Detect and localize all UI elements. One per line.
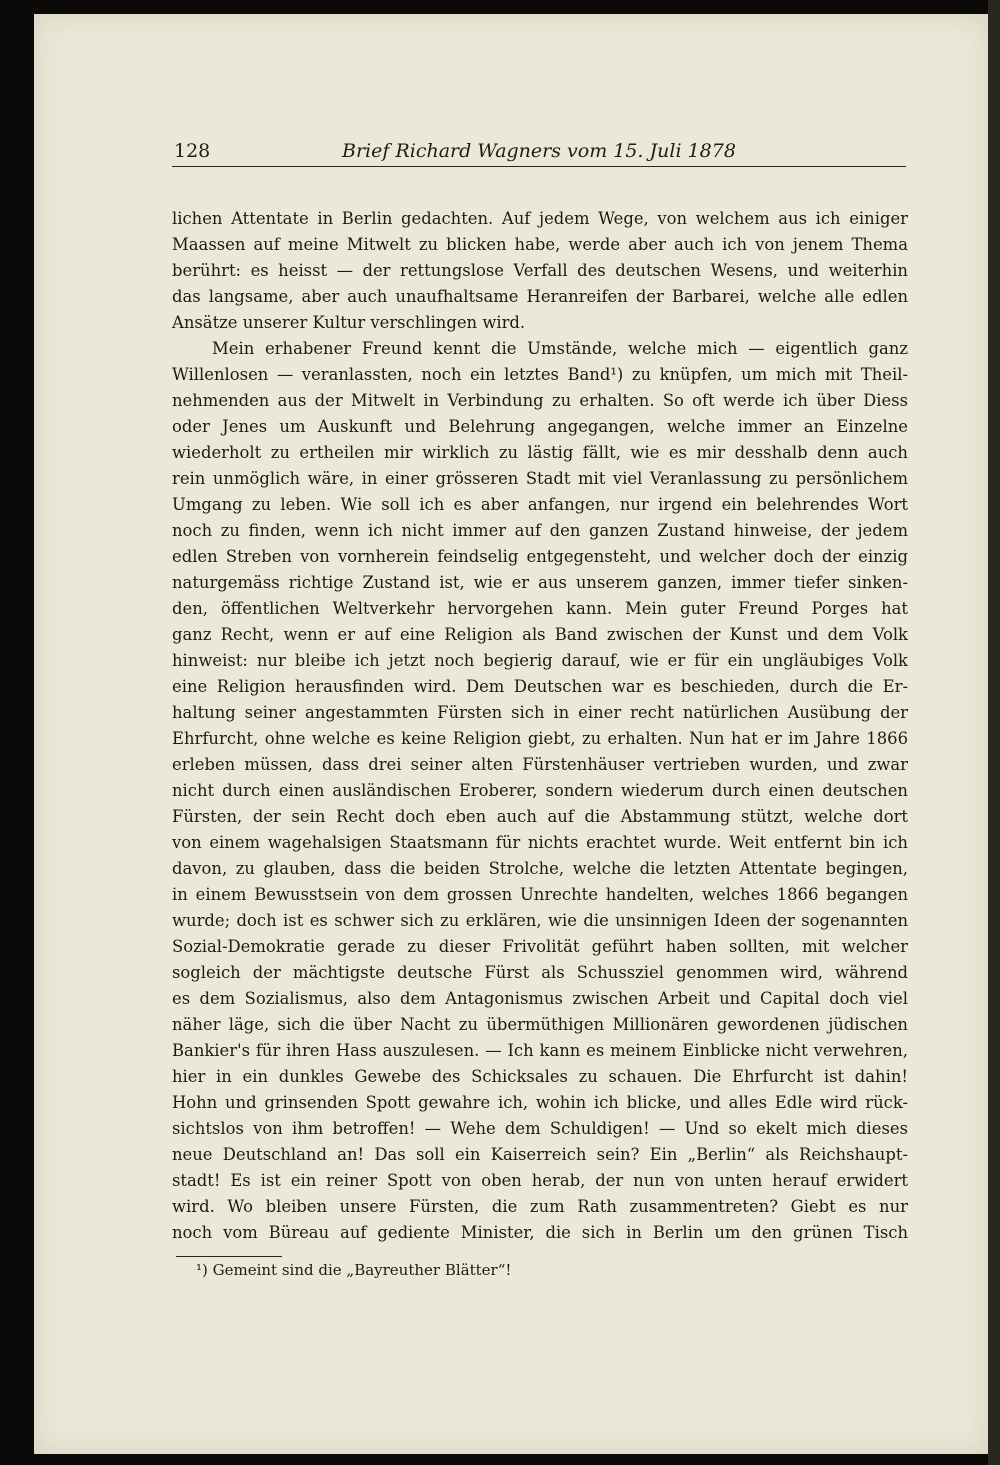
text-line: nicht durch einen ausländischen Eroberer, sondern wiederum durch einen deutschen [172,781,908,800]
text-line: Fürsten, der sein Recht doch eben auch auf die Abstammung stützt, welche dort [172,807,908,826]
text-line: Hohn und grinsenden Spott gewahre ich, wohin ich blicke, und alles Edle wird rück- [172,1093,908,1112]
text-line: sogleich der mächtigste deutsche Fürst als Schussziel genommen wird, während [172,963,908,982]
page-edge [988,0,1000,1465]
text-line: haltung seiner angestammten Fürsten sich in einer recht natürlichen Ausübung der [172,703,908,722]
text-line: erleben müssen, dass drei seiner alten Fürstenhäuser vertrieben wurden, und zwar [172,755,908,774]
text-line: wurde; doch ist es schwer sich zu erklären, wie die unsinnigen Ideen der sogenannten [172,911,908,930]
text-line: nehmenden aus der Mitwelt in Verbindung zu erhalten. So oft werde ich über Diess [172,391,908,410]
text-line: edlen Streben von vornherein feindselig entgegensteht, und welcher doch der einzig [172,547,908,566]
text-line: Mein erhabener Freund kennt die Umstände, welche mich — eigentlich ganz [212,339,908,358]
text-line: Umgang zu leben. Wie soll ich es aber anfangen, nur irgend ein belehrendes Wort [172,495,908,514]
text-line: Willenlosen — veranlassten, noch ein letztes Band¹) zu knüpfen, um mich mit Theil- [172,365,908,384]
running-title: Brief Richard Wagners vom 15. Juli 1878 [342,140,736,162]
text-line: lichen Attentate in Berlin gedachten. Auf jedem Wege, von welchem aus ich einiger [172,209,908,228]
text-line: wird. Wo bleiben unsere Fürsten, die zum Rath zusammentreten? Giebt es nur [172,1197,908,1216]
text-line: oder Jenes um Auskunft und Belehrung angegangen, welche immer an Einzelne [172,417,908,436]
text-line: von einem wagehalsigen Staatsmann für nichts erachtet wurde. Weit entfernt bin ich [172,833,908,852]
footnote: ¹) Gemeint sind die „Bayreuther Blätter“! [196,1261,512,1279]
text-line: das langsame, aber auch unaufhaltsame Heranreifen der Barbarei, welche alle edlen [172,287,908,306]
text-line: Bankier's für ihren Hass auszulesen. — Ich kann es meinem Einblicke nicht verwehren, [172,1041,908,1060]
text-line: hinweist: nur bleibe ich jetzt noch begierig darauf, wie er für ein ungläubiges Volk [172,651,908,670]
text-line: neue Deutschland an! Das soll ein Kaiserreich sein? Ein „Berlin“ als Reichshaupt- [172,1145,908,1164]
text-line: noch zu finden, wenn ich nicht immer auf den ganzen Zustand hinweise, der jedem [172,521,908,540]
text-line: in einem Bewusstsein von dem grossen Unrechte handelten, welches 1866 begangen [172,885,908,904]
text-line: ganz Recht, wenn er auf eine Religion als Band zwischen der Kunst und dem Volk [172,625,908,644]
text-line: berührt: es heisst — der rettungslose Verfall des deutschen Wesens, und weiterhin [172,261,908,280]
text-line: Sozial-Demokratie gerade zu dieser Frivolität geführt haben sollten, mit welcher [172,937,908,956]
text-line: noch vom Büreau auf gediente Minister, die sich in Berlin um den grünen Tisch [172,1223,908,1242]
running-header [172,138,906,167]
text-line: eine Religion herausfinden wird. Dem Deutschen war es beschieden, durch die Er- [172,677,908,696]
text-line: wiederholt zu ertheilen mir wirklich zu lästig fällt, wie es mir desshalb denn auch [172,443,908,462]
text-line: näher läge, sich die über Nacht zu übermüthigen Millionären gewordenen jüdischen [172,1015,908,1034]
text-line: Ehrfurcht, ohne welche es keine Religion giebt, zu erhalten. Nun hat er im Jahre 1866 [172,729,908,748]
text-line: sichtslos von ihm betroffen! — Wehe dem Schuldigen! — Und so ekelt mich dieses [172,1119,908,1138]
letter-body [172,206,908,1246]
text-line: hier in ein dunkles Gewebe des Schicksales zu schauen. Die Ehrfurcht ist dahin! [172,1067,908,1086]
text-line: stadt! Es ist ein reiner Spott von oben herab, der nun von unten herauf erwidert [172,1171,908,1190]
text-line: rein unmöglich wäre, in einer grösseren Stadt mit viel Veranlassung zu persönlichem [172,469,908,488]
text-line: Maassen auf meine Mitwelt zu blicken habe, werde aber auch ich von jenem Thema [172,235,908,254]
text-line: Ansätze unserer Kultur verschlingen wird. [172,313,526,332]
footnote-rule [176,1256,282,1257]
page-number: 128 [174,140,211,162]
text-line: naturgemäss richtige Zustand ist, wie er aus unserem ganzen, immer tiefer sinken- [172,573,908,592]
text-line: davon, zu glauben, dass die beiden Strolche, welche die letzten Attentate begingen, [172,859,908,878]
text-line: es dem Sozialismus, also dem Antagonismus zwischen Arbeit und Capital doch viel [172,989,908,1008]
text-line: den, öffentlichen Weltverkehr hervorgehen kann. Mein guter Freund Porges hat [172,599,908,618]
